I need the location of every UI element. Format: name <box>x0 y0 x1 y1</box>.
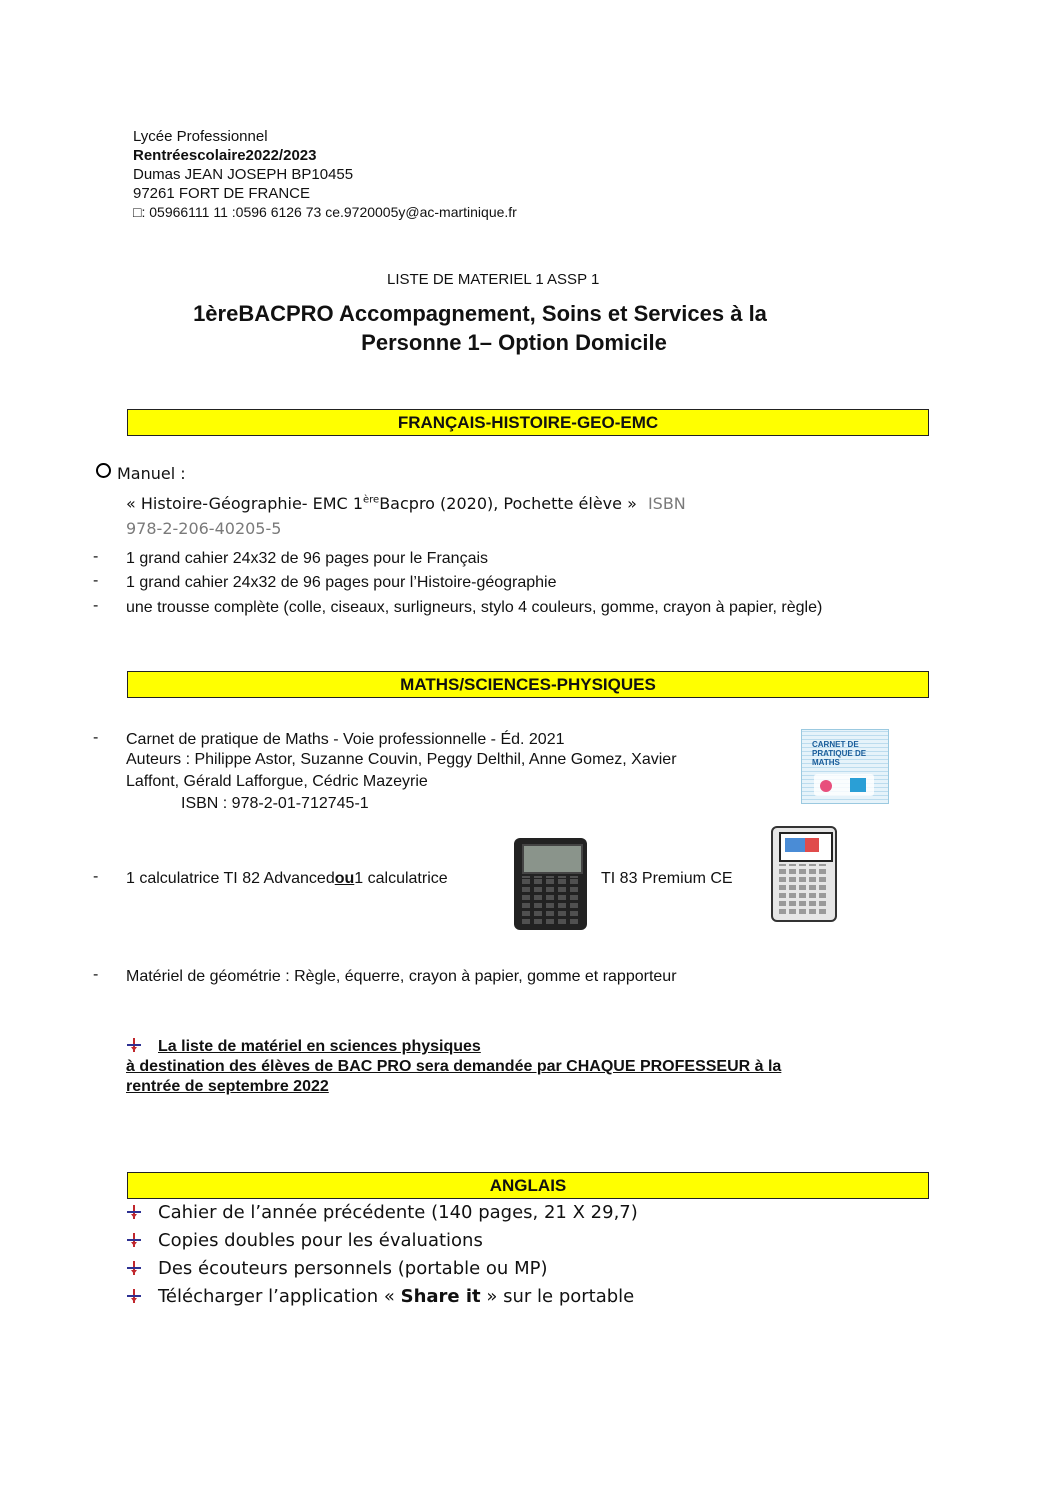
school-address: Dumas JEAN JOSEPH BP10455 <box>133 166 354 183</box>
book-authors: Auteurs : Philippe Astor, Suzanne Couvin, Peggy Delthil, Anne Gomez, Xavier <box>126 751 677 768</box>
calculator-line: 1 calculatrice TI 82 Advancedou1 calculatrice <box>126 870 448 887</box>
physics-note-line1: La liste de matériel en sciences physiques <box>158 1038 481 1055</box>
circle-bullet-icon <box>96 463 111 478</box>
dash-bullet: - <box>93 868 99 885</box>
dash-bullet: - <box>93 966 99 983</box>
dash-bullet: - <box>93 729 99 746</box>
list-title: LISTE DE MATERIEL 1 ASSP 1 <box>387 271 600 288</box>
school-contact: □: 05966111 11 :0596 6126 73 ce.9720005y@ac-martinique.fr <box>133 204 517 220</box>
arrow-bullet-icon <box>127 1261 141 1280</box>
main-title-line2: Personne 1– Option Domicile <box>361 330 667 355</box>
section-francais-heading: FRANÇAIS-HISTOIRE-GEO-EMC <box>127 409 929 436</box>
dash-bullet: - <box>93 548 99 565</box>
calculator-ti83: TI 83 Premium CE <box>601 870 733 887</box>
book-cover-title: CARNET DE PRATIQUE DE MATHS <box>812 740 867 767</box>
physics-note-line2: à destination des élèves de BAC PRO sera demandée par CHAQUE PROFESSEUR à la <box>126 1058 782 1075</box>
anglais-item: Des écouteurs personnels (portable ou MP) <box>158 1258 548 1279</box>
dash-bullet: - <box>93 597 99 614</box>
manuel-label: Manuel : <box>117 464 186 483</box>
book-cover-image <box>801 729 889 804</box>
anglais-item-shareit: Télécharger l’application « Share it » sur le portable <box>158 1286 635 1307</box>
manuel-isbn: 978-2-206-40205-5 <box>126 519 282 538</box>
arrow-bullet-icon <box>127 1205 141 1224</box>
anglais-item: Cahier de l’année précédente (140 pages, 21 X 29,7) <box>158 1202 638 1223</box>
manuel-reference: « Histoire-Géographie- EMC 1èreBacpro (2020), Pochette élève » ISBN <box>126 494 686 513</box>
main-title-line1: 1èreBACPRO Accompagnement, Soins et Services à la <box>193 301 767 326</box>
geometry-item: Matériel de géométrie : Règle, équerre, crayon à papier, gomme et rapporteur <box>126 968 677 985</box>
book-isbn: ISBN : 978-2-01-712745-1 <box>181 795 369 812</box>
school-city: 97261 FORT DE FRANCE <box>133 185 311 202</box>
arrow-bullet-icon <box>127 1038 141 1057</box>
dash-bullet: - <box>93 572 99 589</box>
anglais-item: Copies doubles pour les évaluations <box>158 1230 483 1251</box>
francais-item: 1 grand cahier 24x32 de 96 pages pour le Français <box>126 550 489 567</box>
physics-note-line3: rentrée de septembre 2022 <box>126 1078 329 1095</box>
arrow-bullet-icon <box>127 1233 141 1252</box>
school-year: Rentréescolaire2022/2023 <box>133 147 317 164</box>
section-anglais-heading: ANGLAIS <box>127 1172 929 1199</box>
francais-item: une trousse complète (colle, ciseaux, surligneurs, stylo 4 couleurs, gomme, crayon à papier, règle) <box>126 599 823 616</box>
phone-icon: □ <box>133 204 142 220</box>
section-maths-heading: MATHS/SCIENCES-PHYSIQUES <box>127 671 929 698</box>
ti83-calculator-image <box>771 826 837 922</box>
book-title: Carnet de pratique de Maths - Voie professionnelle - Éd. 2021 <box>126 731 565 748</box>
ti82-calculator-image <box>514 838 587 930</box>
school-name: Lycée Professionnel <box>133 128 268 145</box>
arrow-bullet-icon <box>127 1289 141 1308</box>
francais-item: 1 grand cahier 24x32 de 96 pages pour l’Histoire-géographie <box>126 574 557 591</box>
book-authors-cont: Laffont, Gérald Lafforgue, Cédric Mazeyrie <box>126 773 428 790</box>
